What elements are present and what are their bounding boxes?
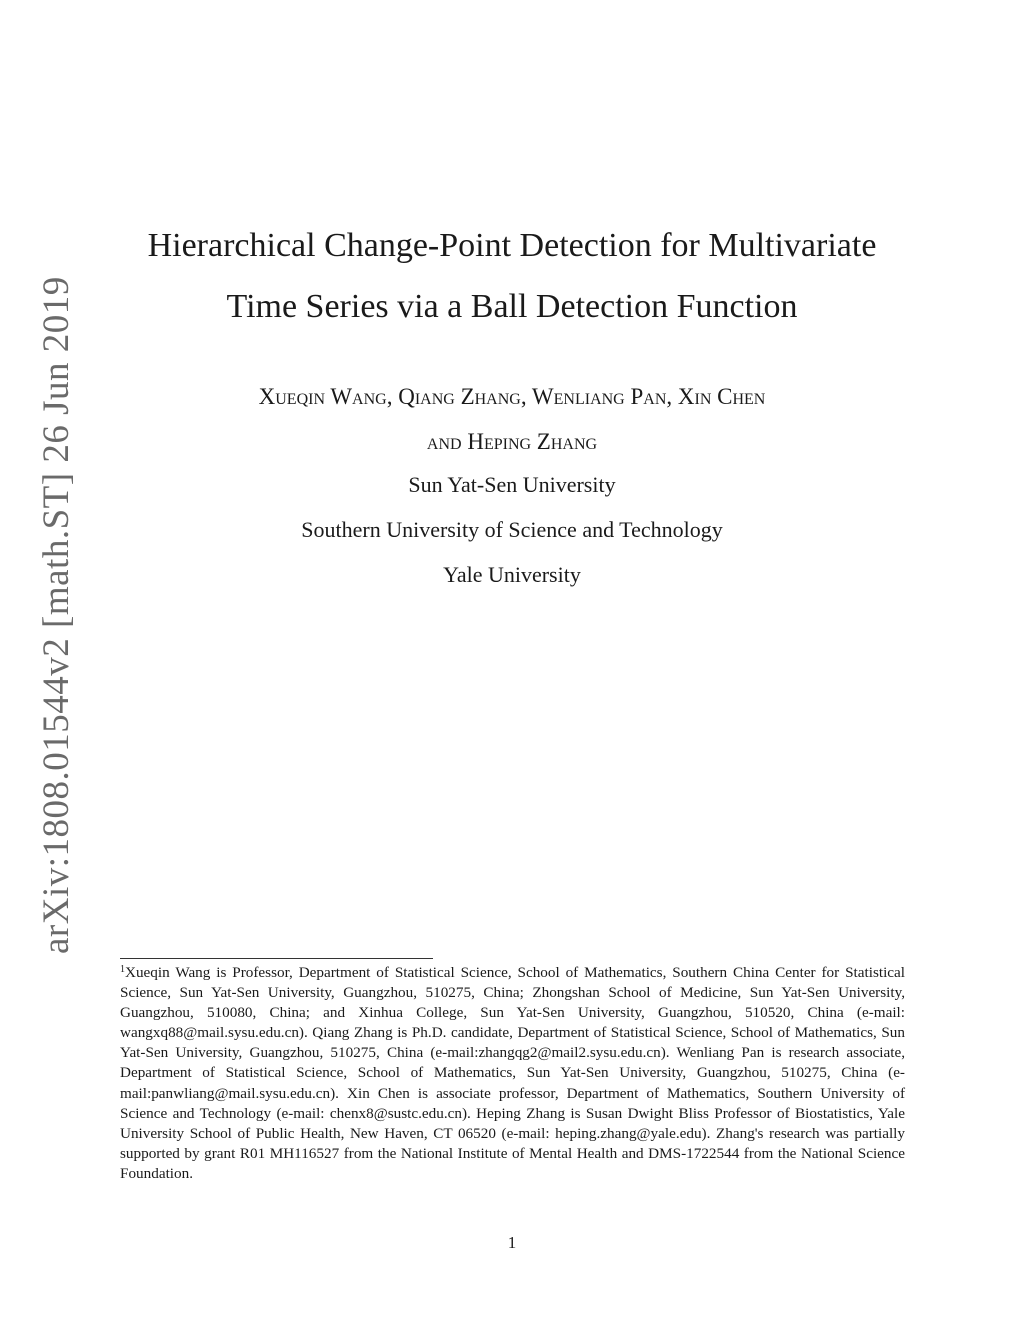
footnote-divider [120, 958, 433, 959]
title-line-1: Hierarchical Change-Point Detection for Multivariate [147, 227, 877, 264]
title-line-2: Time Series via a Ball Detection Function [226, 288, 798, 325]
authors-line-1: Xueqin Wang, Qiang Zhang, Wenliang Pan, Xin Chen [258, 384, 766, 409]
affiliation-3: Yale University [443, 562, 581, 587]
affiliation-2: Southern University of Science and Technology [301, 517, 723, 542]
footnote-marker: 1 [120, 964, 125, 975]
author-list [80, 374, 944, 464]
arxiv-identifier-stamp[interactable]: arXiv:1808.01544v2 [math.ST] 26 Jun 2019 [36, 276, 77, 954]
affiliation-list [80, 462, 944, 597]
footnote-text: Xueqin Wang is Professor, Department of Statistical Science, School of Mathematics, Southern China Center for Statistical Science, Sun Yat-Sen University, Guangzhou, 510275, China; Zhongshan School of Medicine, Sun Yat-Sen University, Guangzhou, 510080, China; and Xinhua College, Sun Yat-Sen University, Guangzhou, 510520, China (e-mail: wangxq88@mail.sysu.edu.cn). Qiang Zhang is Ph.D. candidate, Department of Statistical Science, School of Mathematics, Sun Yat-Sen University, Guangzhou, 510275, China (e-mail:zhangqg2@mail2.sysu.edu.cn). Wenliang Pan is research associate, Department of Statistical Science, School of Mathematics, Sun Yat-Sen University, Guangzhou, 510275, China (e-mail:panwliang@mail.sysu.edu.cn). Xin Chen is associate professor, Department of Mathematics, Southern University of Science and Technology (e-mail: chenx8@sustc.edu.cn). Heping Zhang is Susan Dwight Bliss Professor of Biostatistics, Yale University School of Public Health, New Haven, CT 06520 (e-mail: heping.zhang@yale.edu). Zhang's research was partially supported by grant R01 MH116527 from the National Institute of Mental Health and DMS-1722544 from the National Science Foundation. [120, 964, 905, 1182]
paper-title [60, 215, 964, 337]
authors-line-2: and Heping Zhang [426, 429, 598, 454]
affiliation-1: Sun Yat-Sen University [408, 472, 616, 497]
page-number: 1 [507, 1233, 517, 1252]
author-footnote [120, 963, 905, 1184]
